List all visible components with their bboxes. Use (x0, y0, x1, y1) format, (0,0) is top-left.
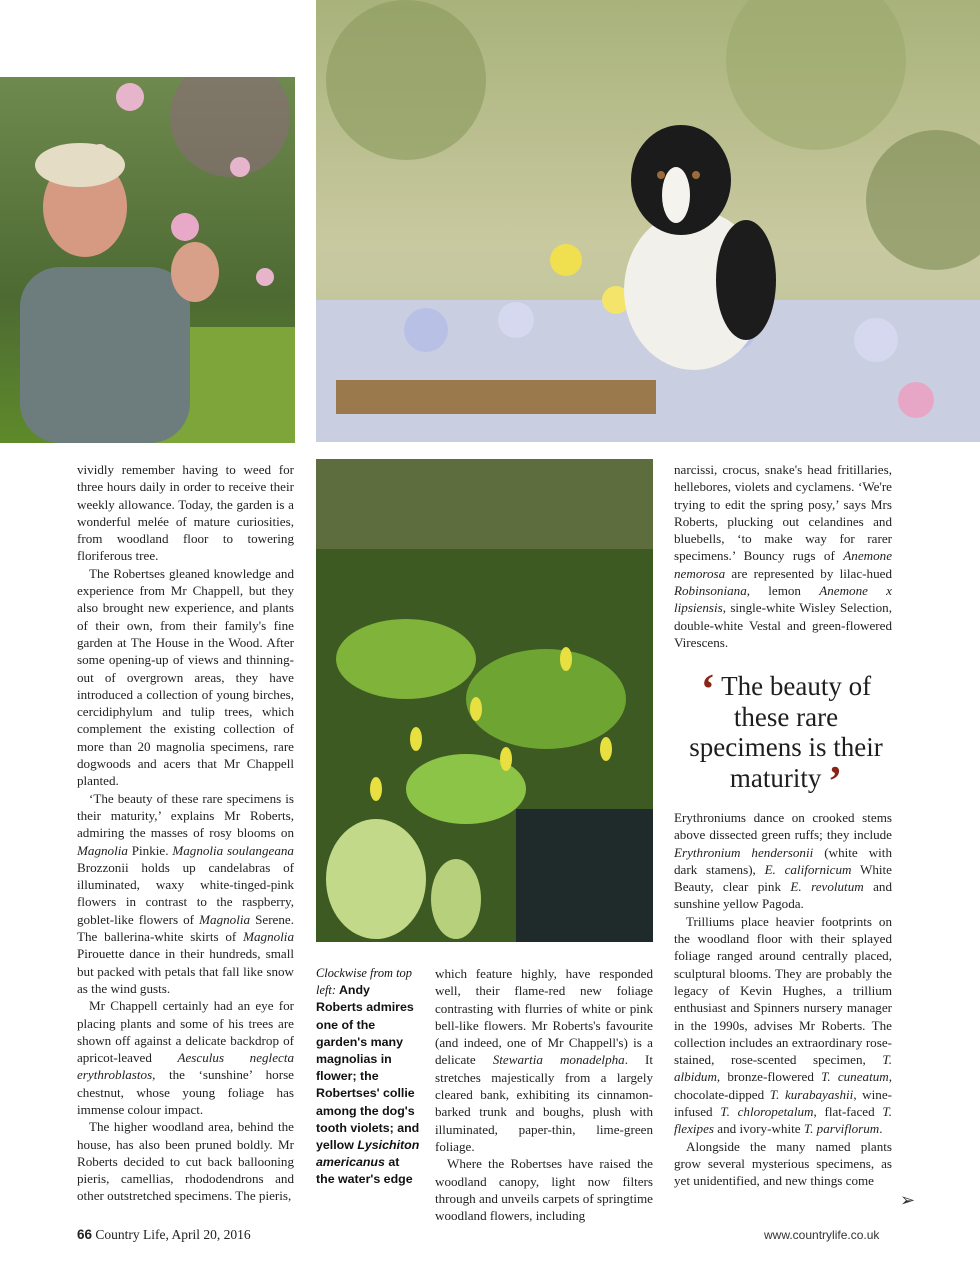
pull-quote: ‘ The beauty of these rare specimens is their maturity ’ (689, 667, 883, 805)
column-3-top (674, 461, 892, 651)
page-number: 66 (77, 1227, 93, 1242)
footer-website[interactable]: www.countrylife.co.uk (764, 1228, 880, 1242)
open-quote-mark: ‘ (700, 667, 715, 713)
photo-caption: Clockwise from top left: Andy Roberts admires one of the garden's many magnolias in flower; the Robertses' collie among the dog's tooth violets; and yellow Lysichiton americanus at the water's edge (316, 966, 420, 1187)
continue-arrow-icon: ➢ (900, 1190, 916, 1211)
col3-paragraph-2: Erythroniums dance on crooked stems above dissected green ruffs; they include Erythronium hendersonii (white with dark stamens), E. californicum White Beauty, clear pink E. revolutum and sunshine yellow Pagoda. (674, 810, 893, 912)
col1-paragraph-1: vividly remember having to weed for three hours daily in order to receive their weekly allowance. Today, the garden is a wonderful melée of mature curiosities, from woodland floor to towering floriferous tree. (77, 462, 294, 564)
photo-lysichiton (316, 459, 653, 942)
col3-paragraph-1: narcissi, crocus, snake's head fritillaries, hellebores, violets and cyclamens. ‘We're trying to edit the spring posy,’ says Mrs Roberts, plucking out celandines and bluebells, ‘to make way for rarer specimens.’ Bouncy rugs of Anemone nemorosa are represented by lilac-hued Robinsoniana, lemon Anemone x lipsiensis, single-white Wisley Selection, double-white Vestal and green-flowered Virescens. (674, 462, 892, 650)
close-quote-mark: ’ (828, 758, 843, 805)
column-3-bottom (674, 809, 892, 1190)
col1-paragraph-4: Mr Chappell certainly had an eye for placing plants and some of his trees are shown off against a delicate backdrop of apricot-leaved Aesculus neglecta erythroblastos, the ‘sunshine’ horse chestnut, whose young foliage has immense colour impact. (77, 998, 295, 1117)
column-2 (435, 965, 653, 1224)
col2-paragraph-1: which feature highly, have responded well, their flame-red new foliage contrasting with flurries of white or pink bell-like flowers. Mr Roberts's favourite (and indeed, one of Mr Chappell's) is a delicate Stewartia monadelpha. It stretches majestically from a largely cleared bank, exhibiting its cinnamon-barked trunk and boughs, plush with illuminated, paper-thin, lime-green foliage. (435, 966, 654, 1154)
col1-paragraph-5: The higher woodland area, behind the house, has also been pruned boldly. Mr Roberts decided to cut back ballooning pieris, camellias, rhododendrons and other outstretched specimens. The pieris, (77, 1119, 294, 1204)
col1-paragraph-3: ‘The beauty of these rare specimens is their maturity,’ explains Mr Roberts, admiring the masses of rosy blooms on Magnolia Pinkie. Magnolia soulangeana Brozzonii holds up candelabras of illuminated, waxy white-tinged-pink flowers in contrast to the raspberry, goblet-like flowers of Magnolia Serene. The ballerina-white skirts of Magnolia Pirouette dance in their hundreds, small but packed with petals that fall like snow as the wind gusts. (77, 790, 294, 996)
column-1 (77, 461, 294, 1205)
publication-info: Country Life, April 20, 2016 (92, 1227, 251, 1242)
col3-paragraph-3: Trilliums place heavier footprints on the woodland floor with their splayed foliage ranged around centrally placed, sculptural blooms. They are probably the legacy of Kevin Hughes, a trillium enthusiast and Spinners nursery manager in the 1990s, advises Mr Roberts. The collection includes an extraordinary rose-stained, rose-scented specimen, T. albidum, bronze-flowered T. cuneatum, chocolate-dipped T. kurabayashii, wine-infused T. chloropetalum, flat-faced T. flexipes and ivory-white T. parviflorum. (674, 913, 893, 1137)
col1-paragraph-2: The Robertses gleaned knowledge and experience from Mr Chappell, but they also brought new experience, and plants of their own, from their family's fine garden at The House in the Wood. After some opening-up of views and thinning-out of overgrown areas, they have introduced a collection of young birches, cercidiphylum and tulip trees, which complement the existing collection of more than 20 magnolia specimens, rare dogwoods and acers that Mr Chappell planted. (77, 565, 294, 789)
col2-paragraph-2: Where the Robertses have raised the woodland canopy, light now filters through and unveils carpets of springtime woodland flowers, including (435, 1156, 653, 1224)
photo-man-magnolia (0, 77, 295, 443)
footer-folio (77, 1227, 251, 1243)
col3-paragraph-4: Alongside the many named plants grow several mysterious specimens, as yet unidentified, and new things come (674, 1138, 892, 1189)
photo-collie (316, 0, 980, 442)
